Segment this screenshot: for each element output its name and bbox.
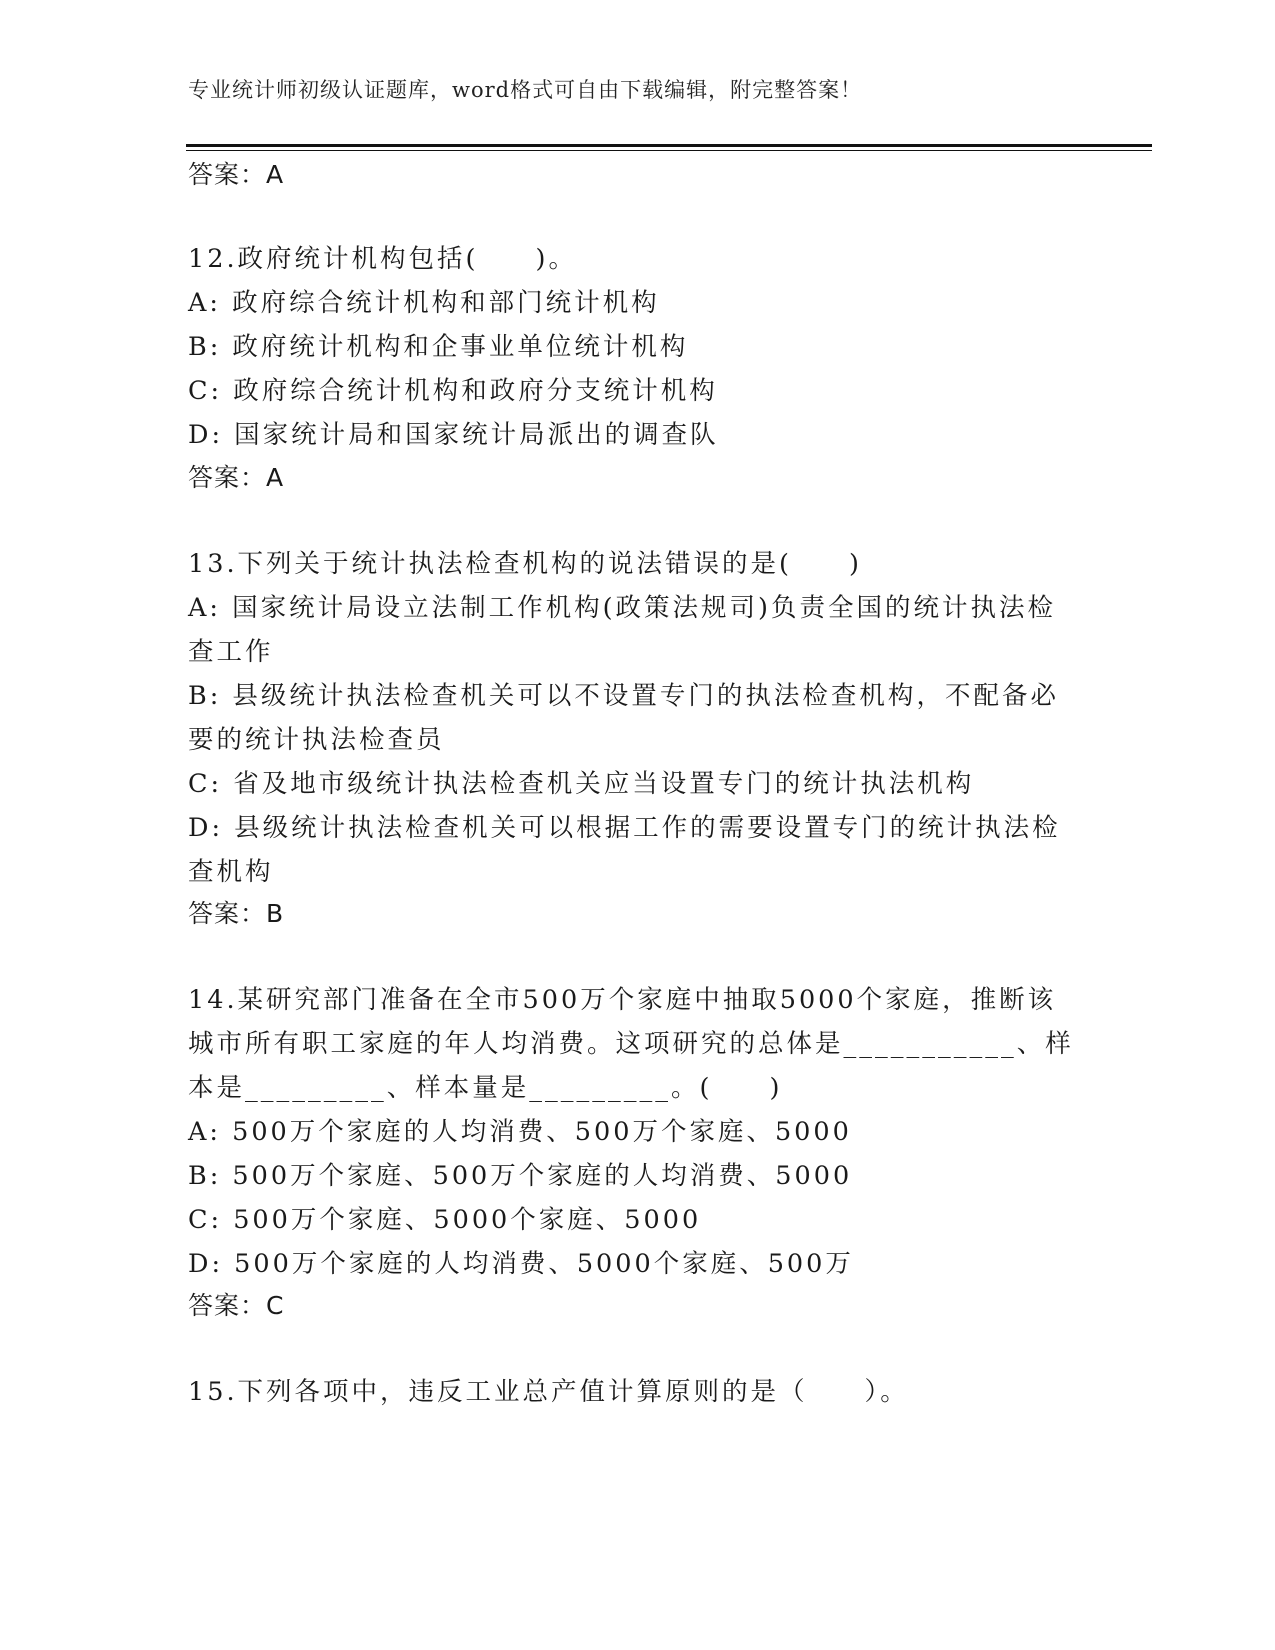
question-14-option-d: D: 500万个家庭的人均消费、5000个家庭、500万: [188, 1249, 854, 1279]
question-15-stem: 15.下列各项中，违反工业总产值计算原则的是（ ）。: [188, 1377, 909, 1407]
question-14-option-b: B: 500万个家庭、500万个家庭的人均消费、5000: [188, 1161, 853, 1191]
answer-q14: 答案：C: [188, 1291, 285, 1320]
answer-q12: 答案：A: [188, 463, 285, 492]
answer-q13: 答案：B: [188, 899, 285, 928]
question-13-option-a: A: 国家统计局设立法制工作机构(政策法规司)负责全国的统计执法检: [188, 593, 1057, 623]
question-14-stem-line-1: 14.某研究部门准备在全市500万个家庭中抽取5000个家庭，推断该: [188, 985, 1057, 1015]
question-12-option-a: A: 政府综合统计机构和部门统计机构: [188, 288, 660, 318]
question-13-stem: 13.下列关于统计执法检查机构的说法错误的是( ): [188, 549, 862, 579]
page-header: 专业统计师初级认证题库，word格式可自由下载编辑，附完整答案！: [188, 78, 863, 102]
header-rule-thin: [186, 150, 1152, 151]
question-14-option-c: C: 500万个家庭、5000个家庭、5000: [188, 1205, 702, 1235]
question-13-option-d-cont: 查机构: [188, 857, 274, 887]
question-12-option-c: C: 政府综合统计机构和政府分支统计机构: [188, 376, 718, 406]
question-12-stem: 12.政府统计机构包括( )。: [188, 244, 577, 274]
question-12-option-d: D: 国家统计局和国家统计局派出的调查队: [188, 420, 719, 450]
question-13-option-b-cont: 要的统计执法检查员: [188, 725, 445, 755]
question-13-option-b: B: 县级统计执法检查机关可以不设置专门的执法检查机构，不配备必: [188, 681, 1059, 711]
question-14-option-a: A: 500万个家庭的人均消费、500万个家庭、5000: [188, 1117, 852, 1147]
answer-q11: 答案：A: [188, 160, 285, 189]
question-12-option-b: B: 政府统计机构和企事业单位统计机构: [188, 332, 689, 362]
question-13-option-d: D: 县级统计执法检查机关可以根据工作的需要设置专门的统计执法检: [188, 813, 1061, 843]
question-13-option-a-cont: 查工作: [188, 637, 274, 667]
question-14-stem-line-2: 城市所有职工家庭的年人均消费。这项研究的总体是___________、样: [188, 1029, 1074, 1059]
header-rule-thick: [186, 144, 1152, 147]
question-14-stem-line-3: 本是_________、样本量是_________。( ): [188, 1073, 783, 1103]
question-13-option-c: C: 省及地市级统计执法检查机关应当设置专门的统计执法机构: [188, 769, 975, 799]
